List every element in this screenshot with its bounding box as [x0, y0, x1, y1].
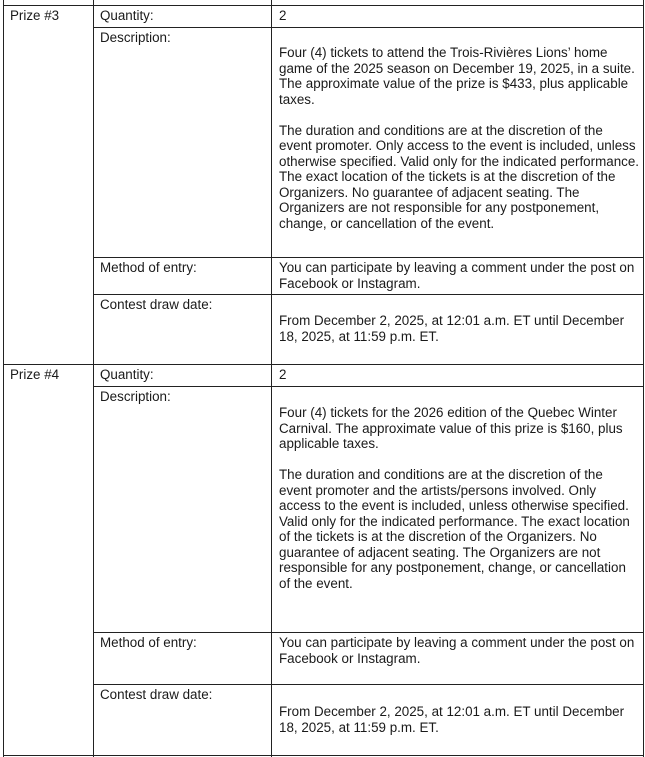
prize-title: Prize #4: [10, 367, 60, 382]
table-border-right: [643, 0, 644, 757]
table-border-left: [3, 0, 4, 757]
row-divider: [3, 364, 644, 365]
description-paragraph: Four (4) tickets to attend the Trois-Rivières Lions’ home game of the 2025 season on December 19, 2025, in a suite. The approximate value of the prize is $433, plus applicable taxes.: [279, 45, 635, 107]
row-divider: [93, 632, 644, 633]
quantity-value: 2: [279, 367, 287, 382]
table-border-col1: [93, 0, 94, 757]
row-divider: [93, 386, 644, 387]
quantity-label: Quantity:: [100, 367, 154, 382]
entry-label: Method of entry:: [100, 260, 197, 275]
description-value: [279, 45, 639, 231]
quantity-label: Quantity:: [100, 8, 154, 23]
row-divider: [3, 755, 644, 756]
draw-value: From December 2, 2025, at 12:01 a.m. ET until December 18, 2025, at 11:59 p.m. ET.: [279, 704, 625, 735]
row-divider: [3, 5, 644, 6]
row-divider: [93, 684, 644, 685]
description-label: Description:: [100, 30, 171, 45]
entry-value: You can participate by leaving a comment under the post on Facebook or Instagram.: [279, 635, 635, 666]
row-divider: [93, 27, 644, 28]
draw-value: From December 2, 2025, at 12:01 a.m. ET until December 18, 2025, at 11:59 p.m. ET.: [279, 313, 625, 344]
row-divider: [93, 257, 644, 258]
entry-value: You can participate by leaving a comment under the post on Facebook or Instagram.: [279, 260, 635, 291]
description-paragraph: The duration and conditions are at the discretion of the event promoter. Only access to the event is included, unless otherwise specified. Valid only for the indicated performance. The exact location of the tickets is at the discretion of the Organizers. No guarantee of adjacent seating. The Organizers are not responsible for any postponement, change, or cancellation of the event.: [279, 122, 640, 231]
draw-label: Contest draw date:: [100, 687, 213, 702]
row-divider: [93, 294, 644, 295]
description-paragraph: Four (4) tickets for the 2026 edition of the Quebec Winter Carnival. The approximate value of this prize is $160, plus applicable taxes.: [279, 405, 623, 451]
description-value: [279, 405, 639, 591]
description-label: Description:: [100, 389, 171, 404]
entry-label: Method of entry:: [100, 635, 197, 650]
prize-title: Prize #3: [10, 8, 60, 23]
draw-label: Contest draw date:: [100, 297, 213, 312]
table-border-col2: [271, 0, 272, 757]
quantity-value: 2: [279, 8, 287, 23]
description-paragraph: The duration and conditions are at the discretion of the event promoter and the artists/persons involved. Only access to the event is included, unless otherwise specified. Valid only for the indicated performance. The exact location of the tickets is at the discretion of the Organizers. No guarantee of adjacent seating. The Organizers are not responsible for any postponement, change, or cancellation of the event.: [279, 467, 630, 591]
